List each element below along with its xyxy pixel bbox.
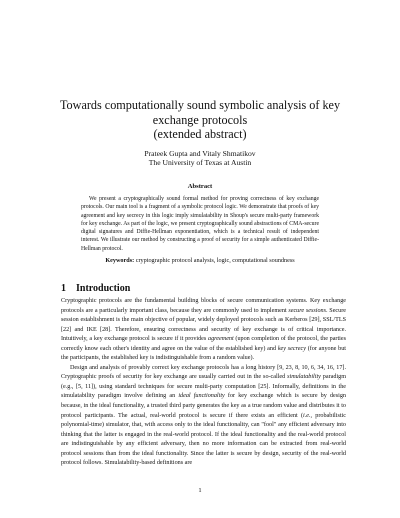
body-text — [61, 297, 346, 469]
affiliation: The University of Texas at Austin — [148, 158, 252, 168]
paragraph-2-text: paradigm (e.g., [5, 11]), using standard techniques for secure multi-party computation [25]. Informally, definitions in the simulatability paradigm involve defining an — [61, 374, 346, 400]
keywords-label: Keywords: — [105, 257, 135, 264]
title-line-1: Towards computationally sound symbolic analysis of key — [59, 98, 341, 112]
paragraph-1-text: (upon completion of the protocol, the parties correctly know each other's identity and agree on the value of the established key) and — [61, 336, 347, 352]
emphasis: i.e. — [303, 412, 311, 419]
paragraph-1-text: Cryptographic protocols are the fundamental building blocks of secure communication systems. Key exchange protocols are a particularly important class, because they are commonly used to implement — [61, 298, 346, 314]
emphasis: ideal functionality — [178, 393, 225, 400]
paper-title — [40, 98, 360, 142]
emphasis: key secrecy — [277, 345, 306, 352]
keywords-text: cryptographic protocol analysis, logic, computational soundness — [135, 257, 295, 264]
paragraph-2-text: for key exchange which is secure by design because, in the ideal functionality, a trusted third party generates the key as a true random value and distributes it to protocol participants. The actual, real-world protocol is secure if there exists an efficient ( — [61, 393, 346, 419]
section-number: 1 — [61, 283, 66, 294]
emphasis: secure sessions — [288, 307, 327, 314]
paragraph-2 — [61, 364, 346, 469]
abstract-text: We present a cryptographically sound formal method for proving correctness of key exchange protocols. Our main tool is a fragment of a symbolic protocol logic. We demonstrate that proofs of key agreement and key secrecy in this logic imply simulatability in Shoup's secure multi-party framework for key exchange. As part of the logic, we present cryptographically sound abstractions of CMA-secure digital signatures and Diffie-Hellman exponentiation, which is a technical result of independent interest. We illustrate our method by constructing a proof of security for a simple authenticated Diffie-Hellman protocol. — [81, 196, 319, 252]
abstract — [81, 195, 319, 253]
authors: Prateek Gupta and Vitaly Shmatikov — [144, 149, 256, 158]
emphasis: simulatability — [287, 374, 321, 381]
paragraph-1-text: . Secure session establishment is the main objective of popular, widely deployed protocols such as Kerberos [29], SSL/TLS [22] and IKE [28]. Therefore, ensuring correctness and security of key exchange is of critical importance. Intuitively, a key exchange protocol is secure if it provides — [61, 307, 346, 343]
section-title: Introduction — [76, 283, 131, 294]
title-line-2: exchange protocols — [152, 112, 248, 127]
keywords — [81, 257, 319, 264]
title-line-3: (extended abstract) — [153, 127, 247, 141]
author-block — [40, 149, 360, 168]
paragraph-1-text: (for anyone but the participants, the established key is indistinguishable from a random value). — [61, 345, 347, 362]
page-number: 1 — [198, 487, 202, 494]
paragraph-2-text: , probabilistic polynomial-time) simulator, that, with access only to the ideal functionality, can "fool" any efficient adversary into thinking that the latter is engaged in the real-world protocol. If the ideal functionality and the real-world protocol are indistinguishable by any efficient adversary, then no more information can be extracted from real-world protocol sessions than from the ideal functionality. Since the latter is secure by design, security of the real-world protocol follows. Simulatability-based definitions are — [61, 412, 346, 467]
emphasis: agreement — [208, 336, 234, 343]
section-heading — [61, 283, 140, 294]
paragraph-1 — [61, 297, 346, 364]
paragraph-2-text: Design and analysis of provably correct key exchange protocols has a long history [9, 23, 8, 10, 6, 34, 16, 17]. Cryptographic proofs of security for key exchange are usually carried out in the so-called — [61, 364, 346, 381]
abstract-heading: Abstract — [187, 183, 213, 190]
